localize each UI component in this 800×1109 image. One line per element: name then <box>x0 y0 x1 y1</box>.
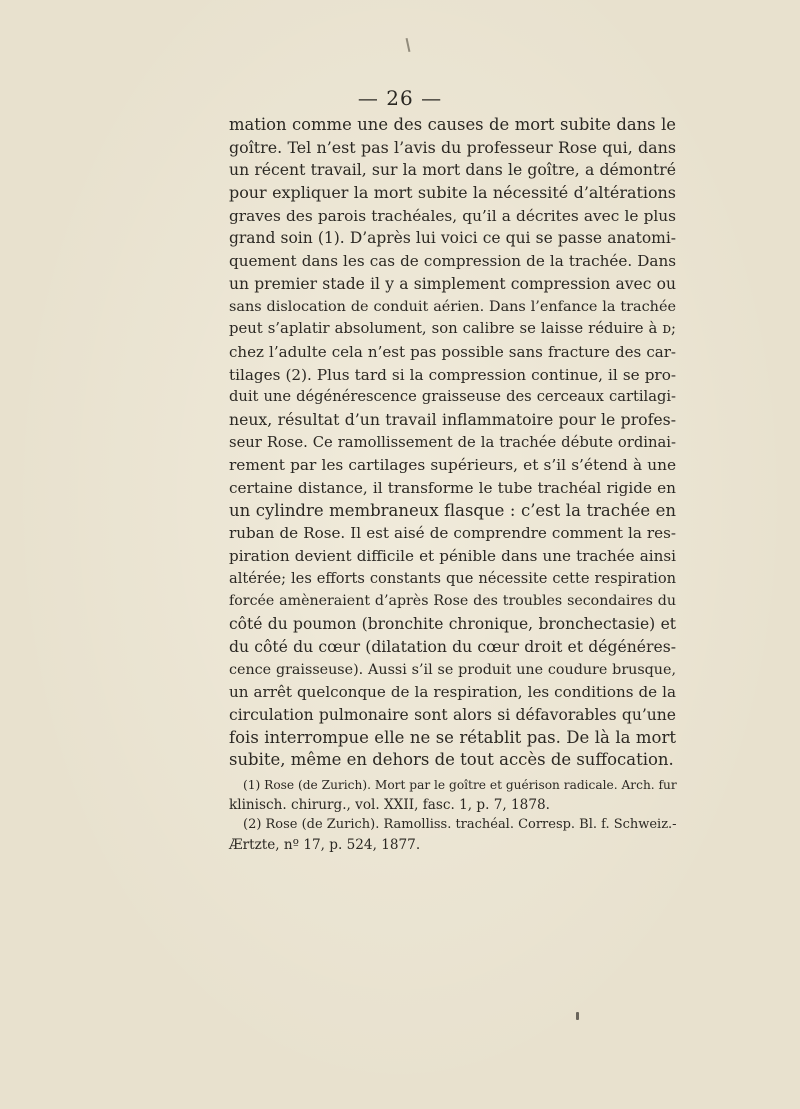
ink-mark <box>576 1012 579 1020</box>
footnotes <box>229 775 679 855</box>
text-line: circulation pulmonaire sont alors si défavorables qu’une <box>229 705 676 724</box>
footnote-line: (2) Rose (de Zurich). Ramolliss. trachéal. Corresp. Bl. f. Schweiz.- <box>243 817 677 832</box>
text-line: certaine distance, il transforme le tube trachéal rigide en <box>229 479 676 497</box>
text-line: altérée; les efforts constants que nécessite cette respiration <box>229 569 676 587</box>
text-line: graves des parois trachéales, qu’il a décrites avec le plus <box>229 206 676 225</box>
text-line: peut s’aplatir absolument, son calibre se laisse réduire à ᴅ; <box>229 320 676 338</box>
footnote-line: klinisch. chirurg., vol. XXII, fasc. 1, p. 7, 1878. <box>229 797 550 813</box>
footnote-line: (1) Rose (de Zurich). Mort par le goître et guérison radicale. Arch. fur <box>243 778 677 792</box>
text-line: cence graisseuse). Aussi s’il se produit une coudure brusque, <box>229 661 676 678</box>
ink-mark <box>406 38 411 52</box>
text-line: forcée amèneraient d’après Rose des troubles secondaires du <box>229 593 676 610</box>
text-line: duit une dégénérescence graisseuse des cerceaux cartilagi- <box>229 388 676 406</box>
text-line: goître. Tel n’est pas l’avis du professeur Rose qui, dans <box>229 137 676 157</box>
text-line: pour expliquer la mort subite la nécessité d’altérations <box>229 183 676 203</box>
text-line: piration devient difficile et pénible dans une trachée ainsi <box>229 547 676 566</box>
text-line: subite, même en dehors de tout accès de suffocation. <box>229 750 674 770</box>
text-line: chez l’adulte cela n’est pas possible sans fracture des car- <box>229 342 676 361</box>
footnote-line: Ærtzte, nº 17, p. 524, 1877. <box>229 837 421 853</box>
text-line: quement dans les cas de compression de la trachée. Dans <box>229 252 676 271</box>
text-line: un récent travail, sur la mort dans le goître, a démontré <box>229 160 676 180</box>
text-line: ruban de Rose. Il est aisé de comprendre comment la res- <box>229 524 676 543</box>
text-line: un arrêt quelconque de la respiration, les conditions de la <box>229 683 676 702</box>
body-text <box>229 114 676 772</box>
page-number: — 26 — <box>357 86 443 110</box>
text-line: mation comme une des causes de mort subite dans le <box>229 115 676 134</box>
text-line: côté du poumon (bronchite chronique, bronchectasie) et <box>229 615 676 634</box>
text-line: tilages (2). Plus tard si la compression continue, il se pro- <box>229 365 676 384</box>
text-line: un premier stade il y a simplement compression avec ou <box>229 274 676 293</box>
text-line: neux, résultat d’un travail inflammatoire pour le profes- <box>229 409 676 429</box>
text-line: grand soin (1). D’après lui voici ce qui se passe anatomi- <box>229 229 676 248</box>
text-line: un cylindre membraneux flasque : c’est la trachée en <box>229 500 676 520</box>
text-line: du côté du cœur (dilatation du cœur droit et dégénéres- <box>229 637 676 656</box>
text-line: rement par les cartilages supérieurs, et s’il s’étend à une <box>229 456 676 475</box>
text-line: seur Rose. Ce ramollissement de la trachée débute ordinai- <box>229 433 676 451</box>
text-line: sans dislocation de conduit aérien. Dans l’enfance la trachée <box>229 298 676 315</box>
text-line: fois interrompue elle ne se rétablit pas. De là la mort <box>229 727 676 747</box>
